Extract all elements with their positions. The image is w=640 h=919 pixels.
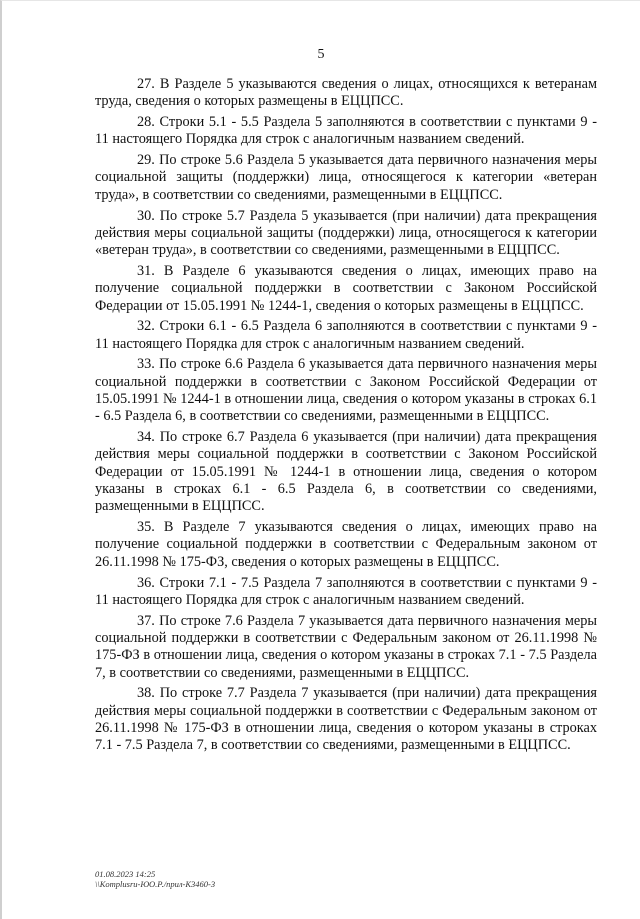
paragraph-32: 32. Строки 6.1 - 6.5 Раздела 6 заполняются в соответствии с пунктами 9 - 11 настоящего Порядка для строк с аналогичным названием сведений.	[95, 318, 597, 352]
paragraph-38: 38. По строке 7.7 Раздела 7 указывается (при наличии) дата прекращения действия меры социальной поддержки в соответствии с Федеральным законом от 26.11.1998 № 175-ФЗ в отношении лица, сведения о котором указаны в строках 7.1 - 7.5 Раздела 7, в соответствии со сведениями, размещенными в ЕЦЦПСС.	[95, 685, 597, 754]
paragraph-29: 29. По строке 5.6 Раздела 5 указывается дата первичного назначения меры социальной защиты (поддержки) лица, относящегося к категории «ветеран труда», в соответствии со сведениями, размещенными в ЕЦЦПСС.	[95, 152, 597, 203]
file-footer	[95, 869, 215, 889]
paragraph-36: 36. Строки 7.1 - 7.5 Раздела 7 заполняются в соответствии с пунктами 9 - 11 настоящего Порядка для строк с аналогичным названием сведений.	[95, 574, 597, 608]
footer-date: 01.08.2023 14:25	[95, 869, 156, 879]
paragraph-33: 33. По строке 6.6 Раздела 6 указывается дата первичного назначения меры социальной поддержки в соответствии с Законом Российской Федерации от 15.05.1991 № 1244-1 в отношении лица, сведения о котором указаны в строках 6.1 - 6.5 Раздела 6, в соответствии со сведениями, размещенными в ЕЦЦПСС.	[95, 356, 597, 425]
document-body	[95, 76, 597, 758]
paragraph-31: 31. В Разделе 6 указываются сведения о лицах, имеющих право на получение социальной поддержки в соответствии с Законом Российской Федерации от 15.05.1991 № 1244-1, сведения о которых размещены в ЕЦЦПСС.	[95, 262, 597, 314]
footer-path: \\Komplusru-ЮО.Р./прил-К3460-3	[95, 879, 216, 889]
paragraph-28: 28. Строки 5.1 - 5.5 Раздела 5 заполняются в соответствии с пунктами 9 - 11 настоящего Порядка для строк с аналогичным названием сведений.	[95, 114, 597, 148]
paragraph-35: 35. В Разделе 7 указываются сведения о лицах, имеющих право на получение социальной поддержки в соответствии с Федеральным законом от 26.11.1998 № 175-ФЗ, сведения о которых размещены в ЕЦЦПСС.	[95, 519, 597, 570]
paragraph-27: 27. В Разделе 5 указываются сведения о лицах, относящихся к ветеранам труда, сведения о которых размещены в ЕЦЦПСС.	[95, 76, 597, 110]
paragraph-37: 37. По строке 7.6 Раздела 7 указывается дата первичного назначения меры социальной поддержки в соответствии с Федеральным законом от 26.11.1998 № 175-ФЗ в отношении лица, сведения о котором указаны в строках 7.1 - 7.5 Раздела 7, в соответствии со сведениями, размещенными в ЕЦЦПСС.	[95, 612, 597, 681]
paragraph-34: 34. По строке 6.7 Раздела 6 указывается (при наличии) дата прекращения действия меры социальной поддержки в соответствии с Законом Российской Федерации от 15.05.1991 № 1244-1 в отношении лица, сведения о котором указаны в строках 6.1 - 6.5 Раздела 6, в соответствии со сведениями, размещенными в ЕЦЦПСС.	[95, 429, 597, 515]
page-number: 5	[317, 47, 325, 62]
paragraph-30: 30. По строке 5.7 Раздела 5 указывается (при наличии) дата прекращения действия меры социальной защиты (поддержки) лица, относящегося к категории «ветеран труда», в соответствии со сведениями, размещенными в ЕЦЦПСС.	[95, 207, 597, 259]
